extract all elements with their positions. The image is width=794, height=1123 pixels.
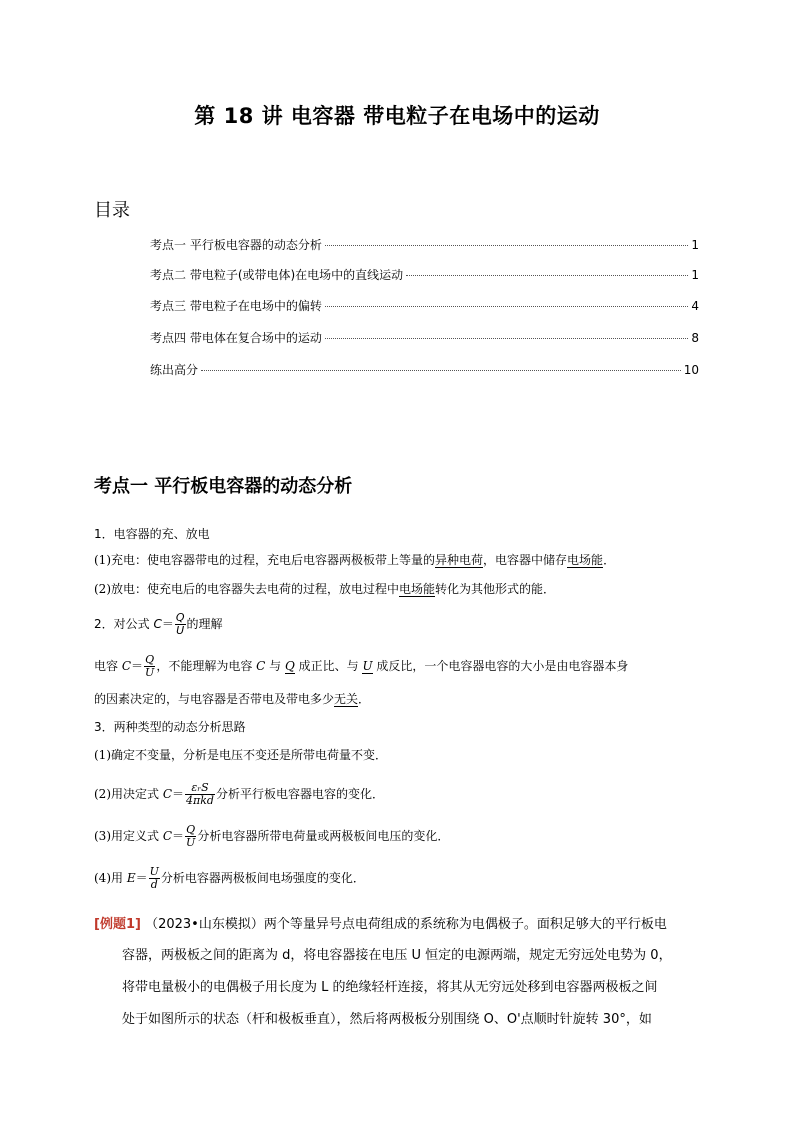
keyword-underlined: 电场能 xyxy=(399,582,436,596)
symbol: C xyxy=(153,617,162,631)
section-heading: 考点一 平行板电容器的动态分析 xyxy=(94,476,353,497)
toc-item-label[interactable]: 考点四 带电体在复合场中的运动 xyxy=(150,331,322,345)
fraction: $\frac{Q}{U}$ xyxy=(175,611,185,637)
text: 2．对公式 xyxy=(94,617,154,631)
step-3: (3)用定义式 C＝ $\frac{Q}{U}$ 分析电容器所带电荷量或两极板间电压的变化． xyxy=(94,823,450,849)
toc-item-label[interactable]: 考点三 带电粒子在电场中的偏转 xyxy=(150,299,322,313)
text: ． xyxy=(603,553,616,567)
text: ，电容器中储存 xyxy=(483,553,568,567)
example-line-3: 将带电量极小的电偶极子用长度为 L 的绝缘轻杆连接，将其从无穷远处移到电容器两极板之间 xyxy=(122,980,658,995)
step-2: (2)用决定式 C＝ $\frac{\text{εᵣS}}{\text{4πkd}}$ 分析平行板电容器电容的变化． xyxy=(94,781,384,807)
keyword-underlined: 电场能 xyxy=(567,553,604,567)
example-line-4: 处于如图所示的状态（杆和极板垂直），然后将两极板分别围绕 O、O'点顺时针旋转 30°，如 xyxy=(122,1012,652,1027)
toc-item-label[interactable]: 考点一 平行板电容器的动态分析 xyxy=(150,238,322,252)
toc-item[interactable] xyxy=(150,361,699,381)
toc-leader xyxy=(201,370,681,371)
fraction: $\frac{Q}{U}$ xyxy=(186,823,196,849)
toc-leader xyxy=(325,338,689,339)
text: (1)充电：使电容器带电的过程，充电后电容器两极板带上等量的 xyxy=(94,553,436,567)
step-1: (1)确定不变量，分析是电压不变还是所带电荷量不变． xyxy=(94,748,388,762)
text: （2023•山东模拟）两个等量异号点电荷组成的系统称为电偶极子。面积足够大的平行板电 xyxy=(145,917,667,932)
toc-item[interactable] xyxy=(150,266,699,286)
text: (2)放电：使充电后的电容器失去电荷的过程，放电过程中 xyxy=(94,582,400,596)
fraction: $\frac{U}{d}$ xyxy=(149,865,159,891)
example-line-1 xyxy=(94,913,667,932)
toc-item[interactable] xyxy=(150,236,699,256)
fraction: $\frac{\text{εᵣS}}{\text{4πkd}}$ xyxy=(186,781,214,807)
text: 的理解 xyxy=(186,617,223,631)
discharge-paragraph xyxy=(94,580,555,597)
capacitance-paragraph-cont: 的因素决定的，与电容器是否带电及带电多少无关． xyxy=(94,692,371,706)
symbol: ＝ xyxy=(161,617,174,631)
toc-item-page[interactable]: 8 xyxy=(691,331,699,345)
toc-leader xyxy=(406,275,688,276)
subsection-title xyxy=(94,612,223,637)
subsection-title: 3．两种类型的动态分析思路 xyxy=(94,720,246,734)
subsection-title: 1．电容器的充、放电 xyxy=(94,527,210,541)
example-line-2: 容器，两极板之间的距离为 d，将电容器接在电压 U 恒定的电源两端，规定无穷远处电势为 0， xyxy=(122,948,672,963)
toc-item-label[interactable]: 考点二 带电粒子(或带电体)在电场中的直线运动 xyxy=(150,268,404,282)
toc-item-page[interactable]: 10 xyxy=(683,363,699,377)
toc-item[interactable] xyxy=(150,329,699,349)
toc-item-page[interactable]: 4 xyxy=(691,299,699,313)
charge-paragraph xyxy=(94,551,615,568)
fraction: $\frac{Q}{U}$ xyxy=(145,653,155,679)
step-4: (4)用 E＝ $\frac{U}{d}$ 分析电容器两极板间电场强度的变化． xyxy=(94,865,365,891)
page-title: 第 18 讲 电容器 带电粒子在电场中的运动 xyxy=(194,104,600,128)
toc-item-page[interactable]: 1 xyxy=(691,238,699,252)
toc-item-page[interactable]: 1 xyxy=(691,268,699,282)
toc-item-label[interactable]: 练出高分 xyxy=(150,363,199,377)
toc-heading: 目录 xyxy=(94,200,130,221)
keyword-underlined: 异种电荷 xyxy=(435,553,484,567)
capacitance-paragraph: 电容 C＝ $\frac{Q}{U}$ ，不能理解为电容 C 与 Q 成正比、与 U 成反比，一个电容器电容的大小是由电容器本身 xyxy=(94,653,629,679)
example-tag: [例题1] xyxy=(94,917,141,932)
toc-item[interactable] xyxy=(150,297,699,317)
text: 转化为其他形式的能． xyxy=(435,582,556,596)
toc-leader xyxy=(325,245,689,246)
toc-leader xyxy=(325,306,689,307)
